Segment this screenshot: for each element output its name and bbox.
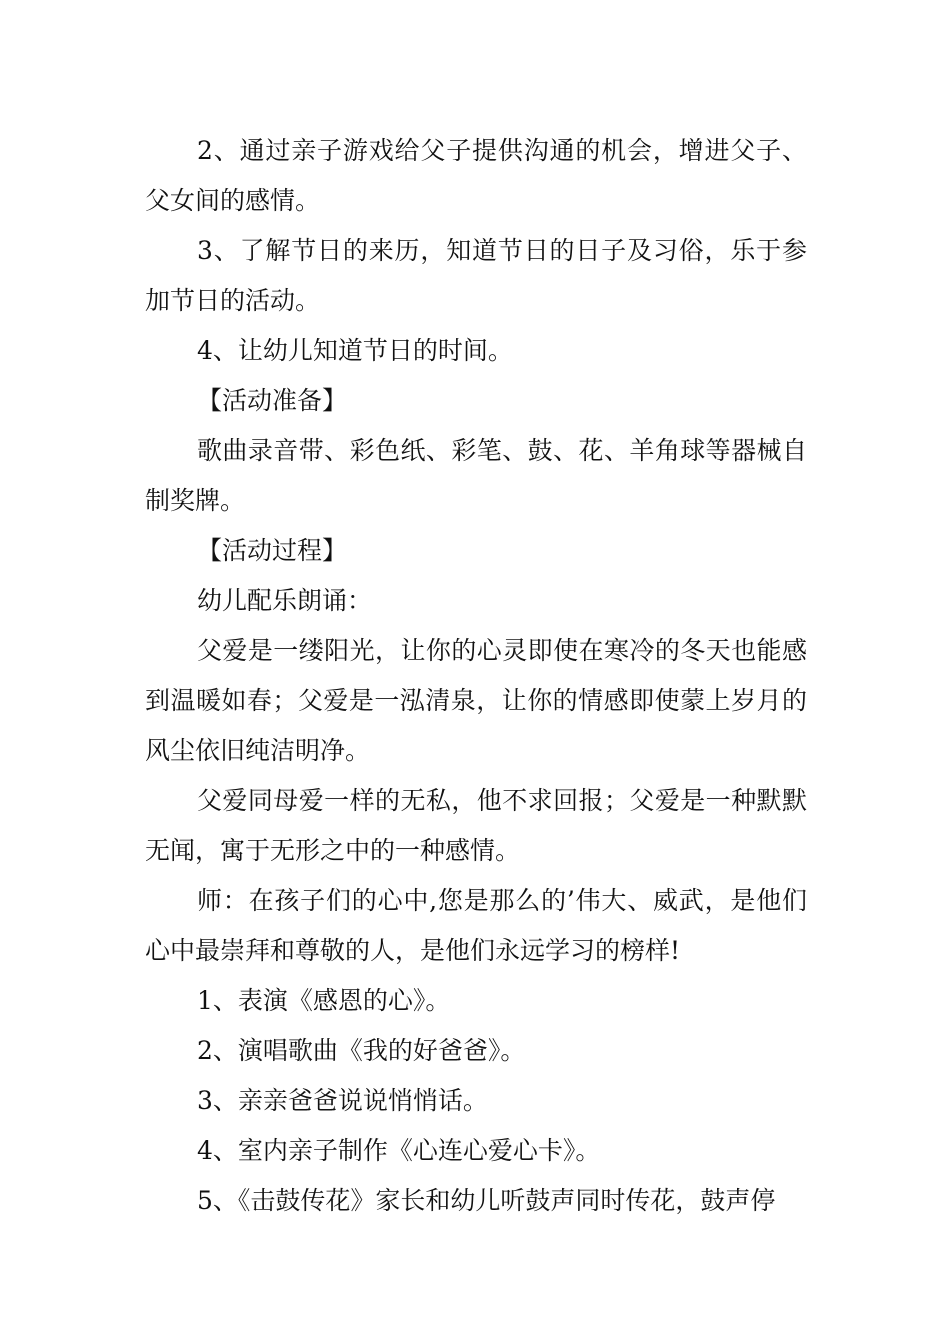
list-item-step-5: 5、《击鼓传花》家长和幼儿听鼓声同时传花，鼓声停 — [197, 1186, 776, 1215]
document-body — [145, 126, 807, 1226]
list-item-step-2: 2、演唱歌曲《我的好爸爸》。 — [197, 1036, 526, 1065]
list-item-step-3: 3、亲亲爸爸说说悄悄话。 — [197, 1086, 488, 1115]
paragraph-materials: 歌曲录音带、彩色纸、彩笔、鼓、花、羊角球等器械自制奖牌。 — [145, 436, 807, 515]
paragraph-recitation-2: 父爱同母爱一样的无私，他不求回报；父爱是一种默默无闻，寓于无形之中的一种感情。 — [145, 786, 807, 865]
section-heading-preparation: 【活动准备】 — [197, 386, 348, 415]
list-item-step-1: 1、表演《感恩的心》。 — [197, 986, 451, 1015]
paragraph-recitation-intro: 幼儿配乐朗诵： — [197, 586, 373, 615]
paragraph-goal-2: 2、通过亲子游戏给父子提供沟通的机会，增进父子、父女间的感情。 — [145, 136, 807, 215]
paragraph-goal-4: 4、让幼儿知道节日的时间。 — [197, 336, 513, 365]
paragraph-recitation-1: 父爱是一缕阳光，让你的心灵即使在寒冷的冬天也能感到温暖如春；父爱是一泓清泉，让你的情感即使蒙上岁月的风尘依旧纯洁明净。 — [145, 636, 807, 765]
paragraph-goal-3: 3、了解节日的来历，知道节日的日子及习俗，乐于参加节日的活动。 — [145, 236, 807, 315]
list-item-step-4: 4、室内亲子制作《心连心爱心卡》。 — [197, 1136, 601, 1165]
section-heading-process: 【活动过程】 — [197, 536, 348, 565]
paragraph-teacher-speech: 师：在孩子们的心中,您是那么的’伟大、威武，是他们心中最崇拜和尊敬的人，是他们永远学习的榜样! — [145, 886, 807, 965]
